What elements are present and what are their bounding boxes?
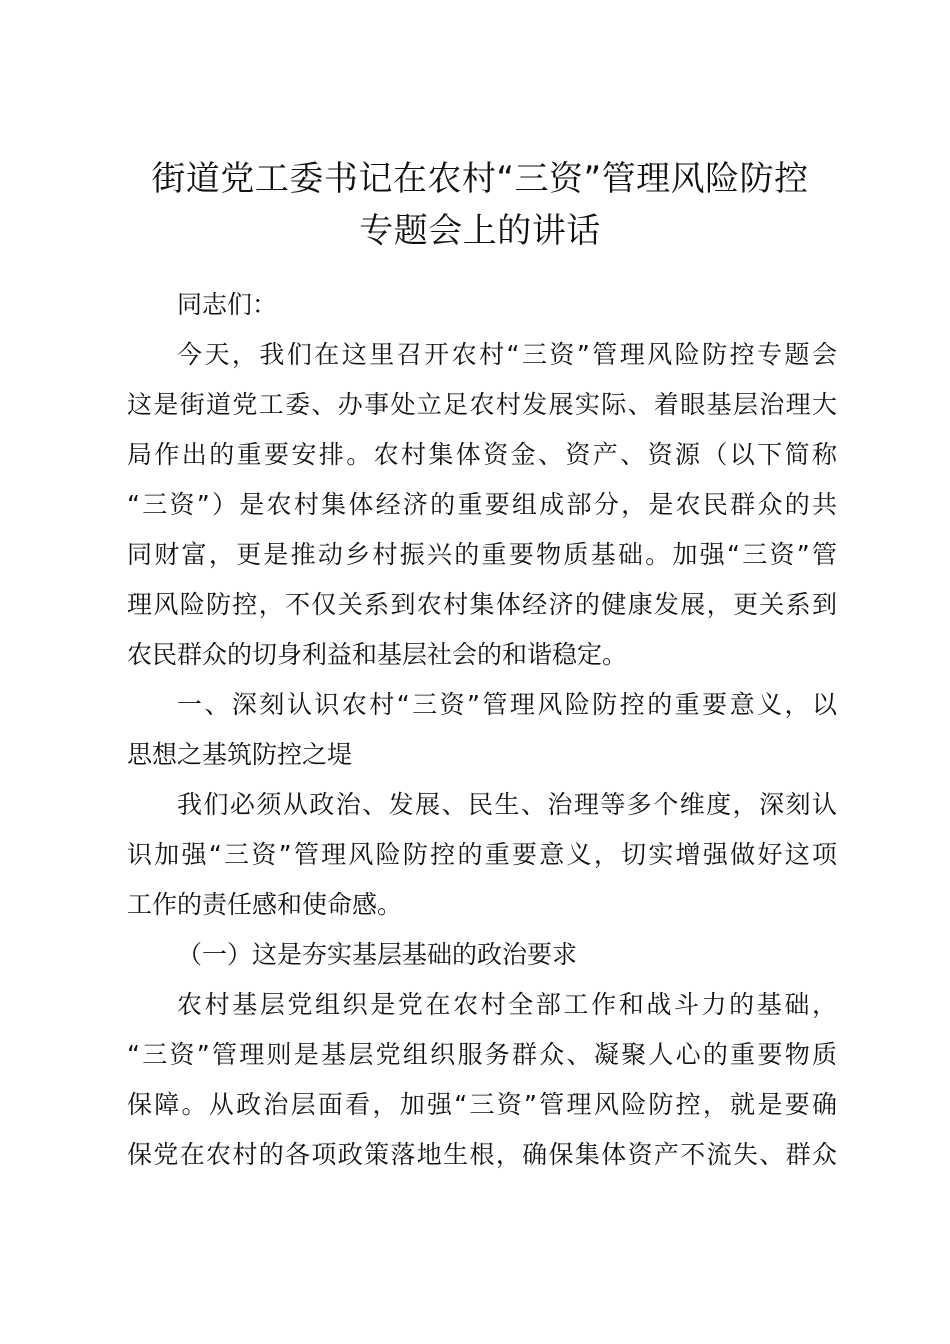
paragraph-line: 同财富，更是推动乡村振兴的重要物质基础。加强“三资”管 <box>127 540 837 569</box>
paragraph-line: 我们必须从政治、发展、民生、治理等多个维度，深刻认 <box>177 790 837 819</box>
paragraph-line: 保障。从政治层面看，加强“三资”管理风险防控，就是要确 <box>127 1090 837 1119</box>
paragraph-line: “三资”管理则是基层党组织服务群众、凝聚人心的重要物质 <box>127 1040 837 1069</box>
subsection-heading: （一）这是夯实基层基础的政治要求 <box>177 940 578 969</box>
paragraph-line: 这是街道党工委、办事处立足农村发展实际、着眼基层治理大 <box>127 390 837 419</box>
document-title-line-1: 街道党工委书记在农村“三资”管理风险防控 <box>151 159 809 199</box>
paragraph-line: “三资”）是农村集体经济的重要组成部分，是农民群众的共 <box>127 490 837 519</box>
paragraph-line: 今天，我们在这里召开农村“三资”管理风险防控专题会 <box>177 340 837 369</box>
paragraph-line: 局作出的重要安排。农村集体资金、资产、资源（以下简称 <box>127 440 837 469</box>
section-heading-line: 思想之基筑防控之堤 <box>127 740 353 769</box>
paragraph-line: 工作的责任感和使命感。 <box>127 890 403 919</box>
section-heading-line: 一、深刻认识农村“三资”管理风险防控的重要意义，以 <box>177 690 837 719</box>
paragraph-line: 保党在农村的各项政策落地生根，确保集体资产不流失、群众 <box>127 1140 837 1169</box>
document-title-line-2: 专题会上的讲话 <box>359 211 601 251</box>
paragraph-line: 农村基层党组织是党在农村全部工作和战斗力的基础， <box>177 990 837 1019</box>
paragraph-line: 理风险防控，不仅关系到农村集体经济的健康发展，更关系到 <box>127 590 837 619</box>
paragraph-line: 农民群众的切身利益和基层社会的和谐稳定。 <box>127 640 628 669</box>
paragraph-line: 识加强“三资”管理风险防控的重要意义，切实增强做好这项 <box>127 840 837 869</box>
salutation: 同志们： <box>177 290 278 319</box>
